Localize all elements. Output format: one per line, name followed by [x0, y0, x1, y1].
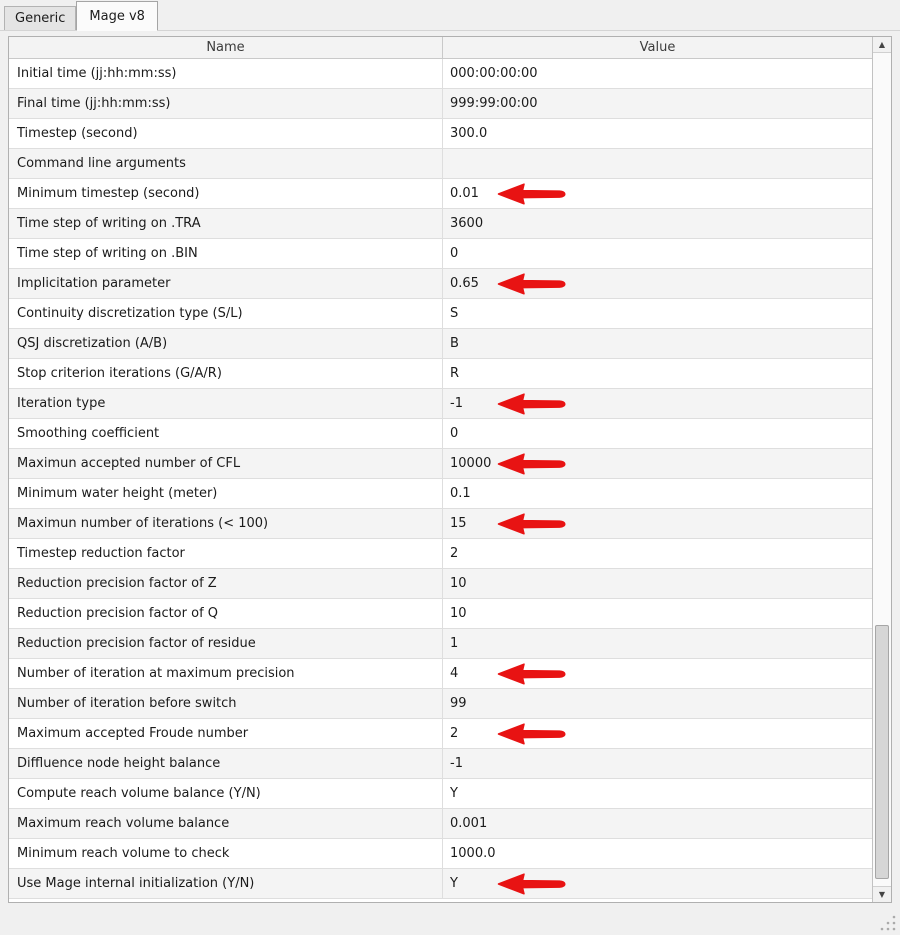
param-value[interactable]: 1: [450, 636, 459, 651]
table-row[interactable]: [9, 179, 872, 209]
param-name: Maximun accepted number of CFL: [9, 449, 443, 478]
param-value[interactable]: 2: [450, 546, 459, 561]
param-value[interactable]: 0.65: [450, 276, 479, 291]
vertical-scrollbar[interactable]: [872, 37, 891, 902]
table-row[interactable]: [9, 449, 872, 479]
param-name: Reduction precision factor of residue: [9, 629, 443, 658]
table-row[interactable]: [9, 509, 872, 539]
param-value[interactable]: R: [450, 366, 460, 381]
table-row[interactable]: [9, 59, 872, 89]
param-value[interactable]: Y: [450, 876, 458, 891]
table-row[interactable]: [9, 869, 872, 899]
tab-mage-v8[interactable]: Mage v8: [76, 1, 158, 31]
param-name: Final time (jj:hh:mm:ss): [9, 89, 443, 118]
table-row[interactable]: [9, 119, 872, 149]
param-name: Use Mage internal initialization (Y/N): [9, 869, 443, 898]
param-name: Maximum accepted Froude number: [9, 719, 443, 748]
param-value[interactable]: -1: [450, 396, 463, 411]
table-body: [9, 59, 872, 902]
param-name: Implicitation parameter: [9, 269, 443, 298]
table-row[interactable]: [9, 359, 872, 389]
param-name: Number of iteration at maximum precision: [9, 659, 443, 688]
scrollbar-thumb[interactable]: [875, 625, 889, 879]
param-value[interactable]: [443, 149, 872, 178]
param-value[interactable]: -1: [450, 756, 463, 771]
table-row[interactable]: [9, 209, 872, 239]
param-name: Reduction precision factor of Z: [9, 569, 443, 598]
param-value[interactable]: 000:00:00:00: [450, 66, 538, 81]
param-value[interactable]: 2: [450, 726, 459, 741]
param-value[interactable]: 300.0: [450, 126, 488, 141]
column-header-name[interactable]: Name: [9, 37, 443, 58]
table-row[interactable]: [9, 659, 872, 689]
table-row[interactable]: [9, 269, 872, 299]
param-value[interactable]: 15: [450, 516, 467, 531]
param-value[interactable]: 10: [450, 606, 467, 621]
param-value[interactable]: 0: [450, 246, 459, 261]
table-row[interactable]: [9, 239, 872, 269]
tab-bar: [0, 0, 900, 31]
param-value[interactable]: 0: [450, 426, 459, 441]
table-row[interactable]: [9, 809, 872, 839]
scrollbar-down-button[interactable]: [873, 886, 891, 902]
table-row[interactable]: [9, 719, 872, 749]
param-value[interactable]: 99: [450, 696, 467, 711]
param-value[interactable]: 3600: [450, 216, 484, 231]
table-row[interactable]: [9, 839, 872, 869]
table-row[interactable]: [9, 389, 872, 419]
table-row[interactable]: [9, 89, 872, 119]
tab-generic[interactable]: Generic: [4, 6, 76, 30]
param-name: Time step of writing on .TRA: [9, 209, 443, 238]
param-name: Diffluence node height balance: [9, 749, 443, 778]
param-value[interactable]: 4: [450, 666, 459, 681]
table-row[interactable]: [9, 329, 872, 359]
table-row[interactable]: [9, 689, 872, 719]
param-name: Time step of writing on .BIN: [9, 239, 443, 268]
param-name: Command line arguments: [9, 149, 443, 178]
table-row[interactable]: [9, 479, 872, 509]
table-row[interactable]: [9, 599, 872, 629]
table-row[interactable]: [9, 569, 872, 599]
param-value[interactable]: 0.1: [450, 486, 471, 501]
param-value[interactable]: 0.01: [450, 186, 479, 201]
table-row[interactable]: [9, 779, 872, 809]
param-value[interactable]: Y: [450, 786, 458, 801]
param-name: Maximum reach volume balance: [9, 809, 443, 838]
param-value[interactable]: 10000: [450, 456, 492, 471]
param-value[interactable]: 999:99:00:00: [450, 96, 538, 111]
table-header-row: [9, 37, 872, 59]
parameters-table: [8, 36, 892, 903]
param-name: Number of iteration before switch: [9, 689, 443, 718]
param-name: Initial time (jj:hh:mm:ss): [9, 59, 443, 88]
table-row[interactable]: [9, 629, 872, 659]
param-name: Minimum reach volume to check: [9, 839, 443, 868]
param-value[interactable]: S: [450, 306, 459, 321]
param-value[interactable]: 1000.0: [450, 846, 496, 861]
table-row[interactable]: [9, 149, 872, 179]
param-name: Timestep (second): [9, 119, 443, 148]
param-name: Timestep reduction factor: [9, 539, 443, 568]
down-arrow-icon: ▼: [878, 889, 886, 899]
param-name: Minimum water height (meter): [9, 479, 443, 508]
table-row[interactable]: [9, 749, 872, 779]
param-name: Compute reach volume balance (Y/N): [9, 779, 443, 808]
param-name: QSJ discretization (A/B): [9, 329, 443, 358]
param-value[interactable]: 0.001: [450, 816, 488, 831]
resize-grip-icon[interactable]: [879, 914, 897, 932]
param-value[interactable]: B: [450, 336, 459, 351]
param-name: Smoothing coefficient: [9, 419, 443, 448]
column-header-value[interactable]: Value: [639, 40, 676, 55]
param-value[interactable]: 10: [450, 576, 467, 591]
table-row[interactable]: [9, 299, 872, 329]
up-arrow-icon: ▲: [878, 39, 886, 49]
param-name: Iteration type: [9, 389, 443, 418]
table-row[interactable]: [9, 419, 872, 449]
param-name: Maximun number of iterations (< 100): [9, 509, 443, 538]
param-name: Reduction precision factor of Q: [9, 599, 443, 628]
table-row[interactable]: [9, 539, 872, 569]
scrollbar-up-button[interactable]: [873, 37, 891, 53]
param-name: Continuity discretization type (S/L): [9, 299, 443, 328]
param-name: Stop criterion iterations (G/A/R): [9, 359, 443, 388]
param-name: Minimum timestep (second): [9, 179, 443, 208]
